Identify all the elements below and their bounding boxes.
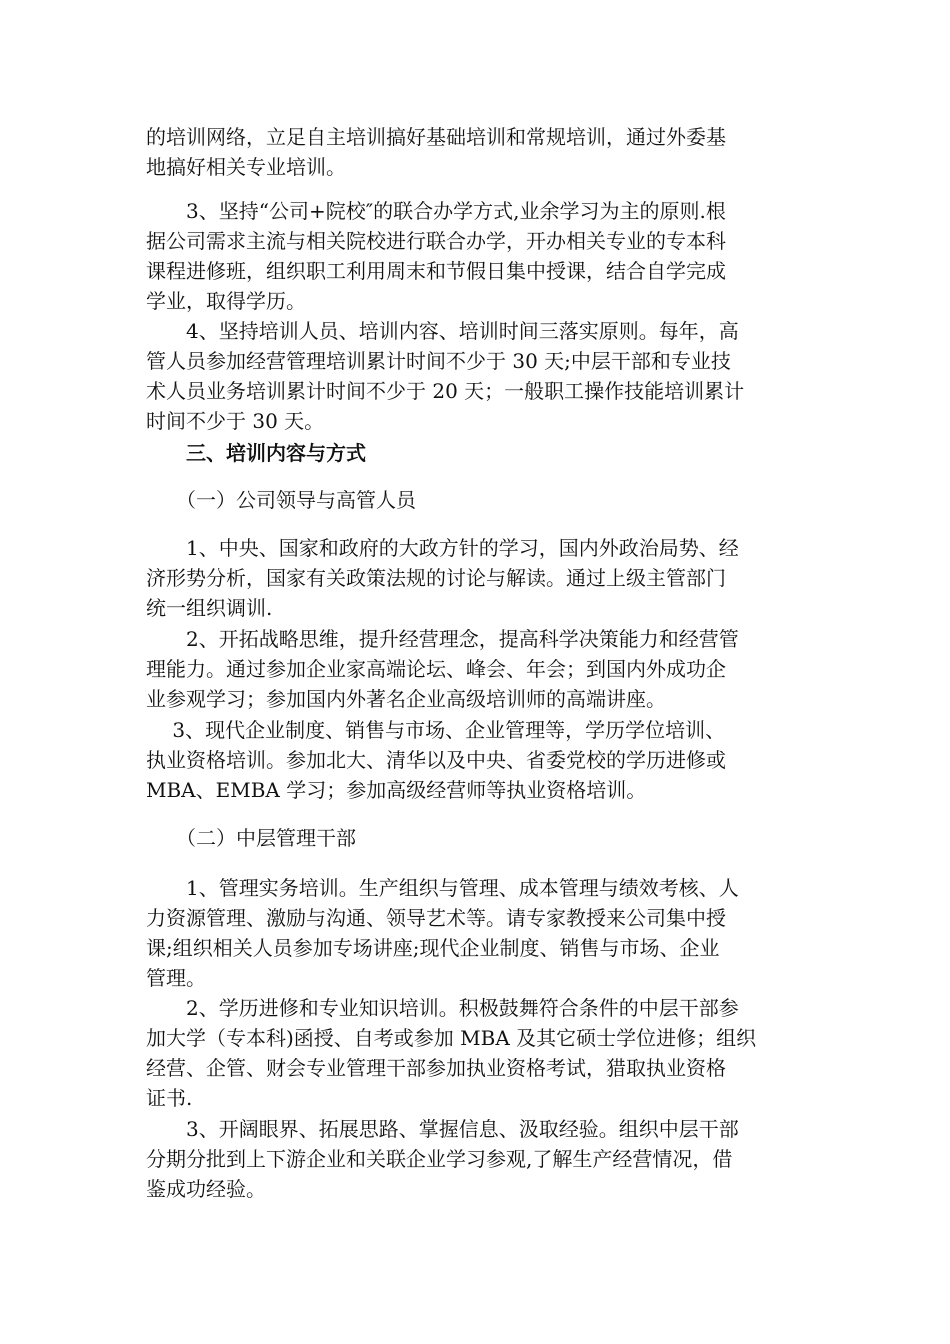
text-line: 地搞好相关专业培训。 (146, 155, 346, 179)
text-line: 力资源管理、激励与沟通、领导艺术等。请专家教授来公司集中授 (146, 906, 726, 930)
text-line: 加大学（专本科)函授、自考或参加 MBA 及其它硕士学位进修；组织 (146, 1026, 757, 1050)
text-line: 3、开阔眼界、拓展思路、掌握信息、汲取经验。组织中层干部 (146, 1117, 739, 1141)
text-line: 3、现代企业制度、销售与市场、企业管理等，学历学位培训、 (146, 718, 726, 742)
text-line: 3、坚持“公司+院校″的联合办学方式,业余学习为主的原则.根 (146, 199, 726, 223)
text-line: 证书. (146, 1086, 193, 1110)
paragraph-exec-item-3 (146, 715, 806, 805)
text-line: 理能力。通过参加企业家高端论坛、峰会、年会；到国内外成功企 (146, 657, 726, 681)
text-line: 1、中央、国家和政府的大政方针的学习，国内外政治局势、经 (146, 536, 739, 560)
paragraph-training-network (146, 122, 806, 182)
text-line: 业参观学习；参加国内外著名企业高级培训师的高端讲座。 (146, 687, 666, 711)
paragraph-item-4-three-implementations (146, 316, 806, 436)
text-line: 的培训网络，立足自主培训搞好基础培训和常规培训，通过外委基 (146, 125, 726, 149)
paragraph-exec-item-1 (146, 533, 806, 623)
text-line: 鉴成功经验。 (146, 1177, 266, 1201)
text-line: 术人员业务培训累计时间不少于 20 天；一般职工操作技能培训累计 (146, 379, 745, 403)
text-line: 课;组织相关人员参加专场讲座;现代企业制度、销售与市场、企业 (146, 936, 720, 960)
paragraph-middle-item-3 (146, 1114, 806, 1204)
paragraph-item-3-joint-schooling (146, 196, 806, 316)
text-line: 管理。 (146, 966, 206, 990)
text-line: 经营、企管、财会专业管理干部参加执业资格考试，猎取执业资格 (146, 1056, 726, 1080)
text-line: 课程进修班，组织职工利用周末和节假日集中授课，结合自学完成 (146, 259, 726, 283)
text-line: 管人员参加经营管理培训累计时间不少于 30 天;中层干部和专业技 (146, 349, 731, 373)
paragraph-middle-item-1 (146, 873, 806, 993)
text-line: 济形势分析，国家有关政策法规的讨论与解读。通过上级主管部门 (146, 566, 726, 590)
text-line: 时间不少于 30 天。 (146, 409, 325, 433)
paragraph-middle-item-2 (146, 993, 806, 1113)
subsection-heading-2 (146, 823, 806, 853)
subsection-heading-text: （二）中层管理干部 (146, 826, 356, 850)
text-line: 2、学历进修和专业知识培训。积极鼓舞符合条件的中层干部参 (146, 996, 739, 1020)
text-line: 分期分批到上下游企业和关联企业学习参观,了解生产经营情况，借 (146, 1147, 733, 1171)
text-line: 4、坚持培训人员、培训内容、培训时间三落实原则。每年，高 (146, 319, 739, 343)
paragraph-exec-item-2 (146, 624, 806, 714)
text-line: 1、管理实务培训。生产组织与管理、成本管理与绩效考核、人 (146, 876, 739, 900)
section-heading-3 (146, 438, 806, 468)
text-line: 执业资格培训。参加北大、清华以及中央、省委党校的学历进修或 (146, 748, 726, 772)
text-line: 2、开拓战略思维，提升经营理念，提高科学决策能力和经营管 (146, 627, 739, 651)
text-line: 据公司需求主流与相关院校进行联合办学，开办相关专业的专本科 (146, 229, 726, 253)
text-line: 学业，取得学历。 (146, 289, 306, 313)
section-heading-text: 三、培训内容与方式 (146, 441, 366, 465)
subsection-heading-1 (146, 485, 806, 515)
subsection-heading-text: （一）公司领导与高管人员 (146, 488, 416, 512)
text-line: MBA、EMBA 学习；参加高级经营师等执业资格培训。 (146, 778, 647, 802)
text-line: 统一组织调训. (146, 596, 273, 620)
